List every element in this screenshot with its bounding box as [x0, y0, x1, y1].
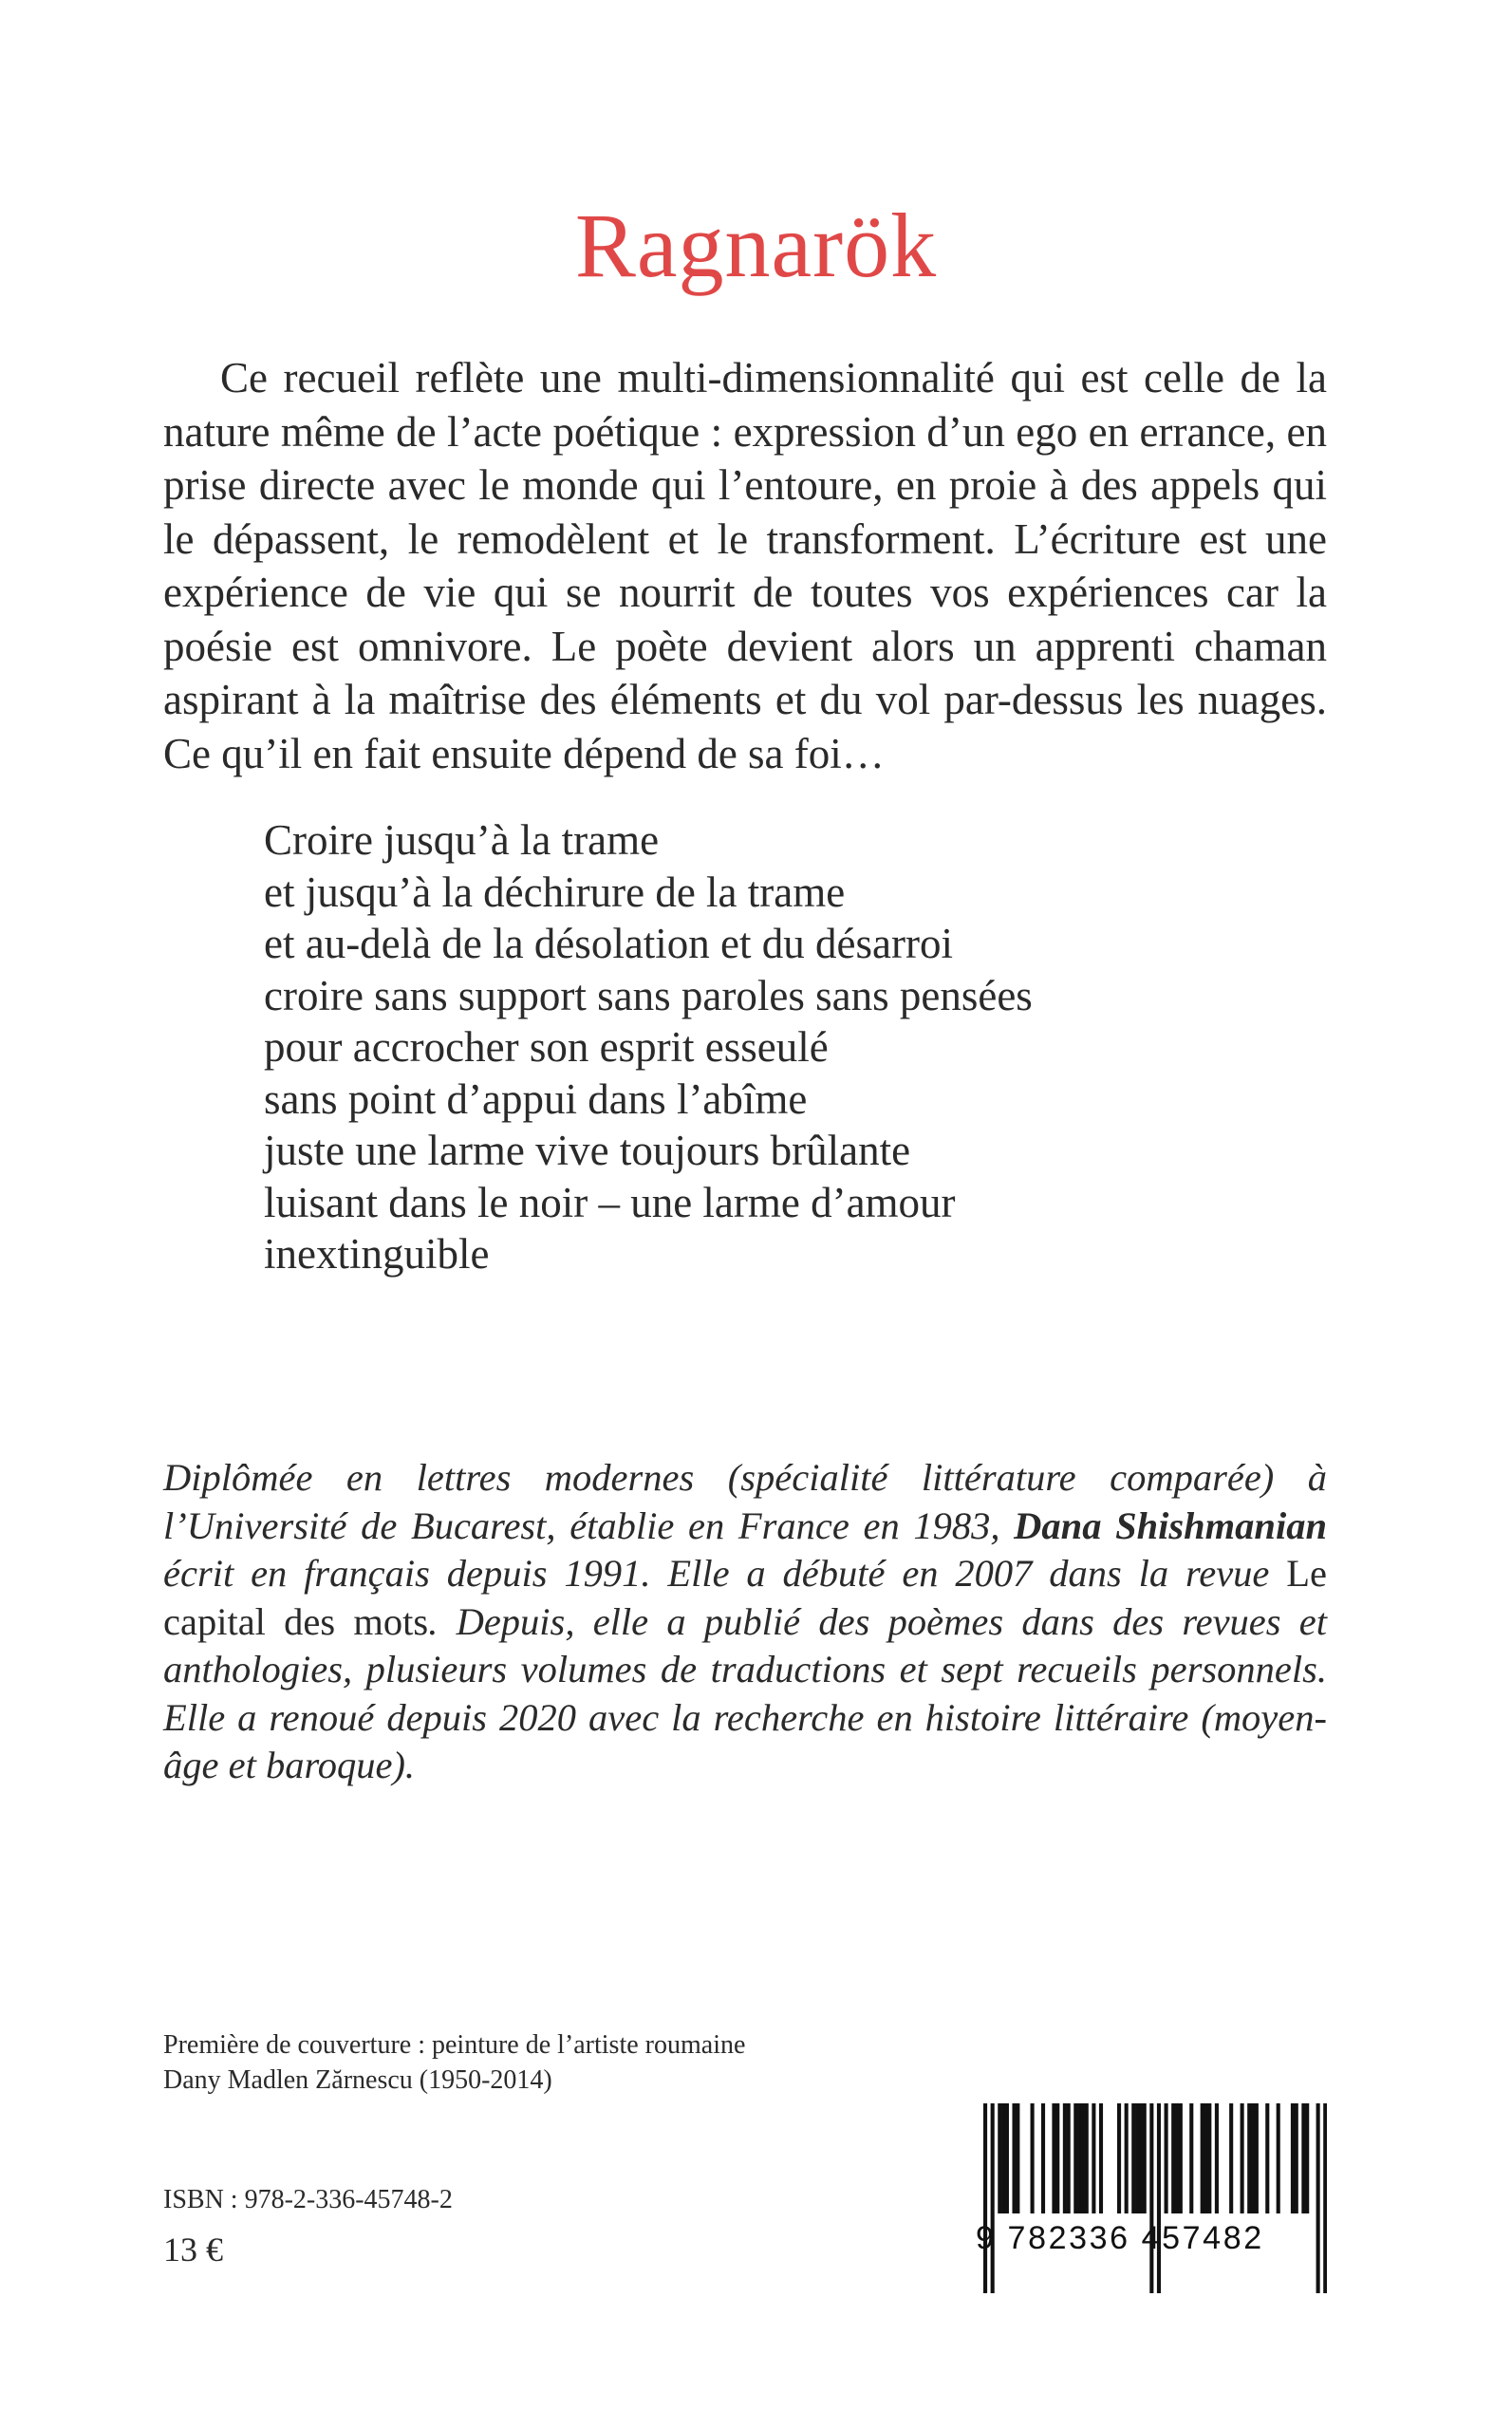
barcode-bar — [1204, 2103, 1207, 2213]
poem-line: pour accrocher son esprit esseulé — [264, 1023, 829, 1071]
poem-line: sans point d’appui dans l’abîme — [264, 1074, 808, 1123]
price: 13 € — [163, 2231, 223, 2269]
barcode-bar — [1012, 2103, 1016, 2213]
poem-line: et au-delà de la désolation et du désarroi — [264, 920, 953, 967]
barcode-bar — [1063, 2103, 1067, 2213]
barcode-bar — [1135, 2103, 1139, 2213]
barcode-bar — [1077, 2103, 1081, 2213]
barcode-bar — [1207, 2103, 1211, 2213]
barcode-bar — [1291, 2103, 1295, 2213]
barcode-bar — [1016, 2103, 1019, 2213]
author-bio — [163, 1454, 1327, 1790]
barcode-bar — [1251, 2103, 1255, 2213]
intro-paragraph: Ce recueil reflète une multi-dimensionnalité qui est celle de la nature même de l’acte poétique : expression d’un ego en errance, en prise directe avec le monde qui l’entoure, en proie à des appels qui le dépassent, le remodèlent et le transforment. L’écriture est une expérience de vie qui se nourrit de toutes vos expériences car la poésie est omnivore. Le poète devient alors un apprenti chaman aspirant à la maîtrise des éléments et du vol par-dessus les nuages. Ce qu’il en fait ensuite dépend de sa foi… — [163, 354, 1327, 777]
barcode-bar — [1175, 2103, 1179, 2213]
barcode-bar — [1131, 2103, 1135, 2213]
barcode-bar — [1001, 2103, 1005, 2213]
barcode-bar — [1092, 2103, 1095, 2213]
barcode-bar — [1125, 2103, 1129, 2213]
poem-line: croire sans support sans paroles sans pensées — [264, 971, 1033, 1019]
barcode-bar — [1295, 2103, 1298, 2213]
poem-excerpt — [264, 814, 1033, 1280]
barcode-bar — [1277, 2103, 1280, 2213]
barcode-bar — [1081, 2103, 1085, 2213]
bio-text: Université de Bucarest, établie en France en 1983, — [186, 1503, 1015, 1547]
barcode-bar — [1241, 2103, 1244, 2213]
barcode — [983, 2103, 1327, 2293]
cover-credit — [163, 2027, 745, 2098]
barcode-bar — [1189, 2103, 1193, 2213]
barcode-bar — [1055, 2103, 1059, 2213]
barcode-bar — [1099, 2103, 1103, 2213]
barcode-bar — [983, 2103, 987, 2293]
barcode-bar — [1265, 2103, 1269, 2213]
barcode-bar — [1067, 2103, 1071, 2213]
barcode-bar — [1323, 2103, 1327, 2293]
poem-line: juste une larme vive toujours brûlante — [264, 1127, 911, 1174]
author-name: Dana Shishmanian — [1014, 1503, 1327, 1547]
poem-line: luisant dans le noir – une larme d’amour — [264, 1178, 956, 1226]
barcode-bar — [998, 2103, 1001, 2213]
cover-credit-line: Dany Madlen Zărnescu (1950-2014) — [163, 2065, 552, 2095]
barcode-bar — [1165, 2103, 1168, 2213]
barcode-bar — [1117, 2103, 1121, 2213]
barcode-bar — [1052, 2103, 1055, 2213]
barcode-bar — [1305, 2103, 1309, 2213]
bio-text: écrit en français depuis 1991. Elle a débuté en 2007 dans la revue — [163, 1552, 1287, 1595]
barcode-bar — [1085, 2103, 1089, 2213]
bio-text: Diplômée en lettres modernes (spécialité littérature comparée) à l’ — [163, 1456, 1327, 1547]
barcode-digits: 9 782336 457482 — [976, 2220, 1264, 2256]
bio-text: . Depuis, elle a publié des poèmes dans des revues et anthologies, plusieurs volumes de traductions et sept recueils personnels. Elle a renoué depuis 2020 avec la recherche en histoire littéraire (moyen-âge et baroque). — [163, 1599, 1328, 1786]
barcode-bar — [1005, 2103, 1009, 2213]
barcode-bar — [1157, 2103, 1161, 2293]
barcode-bar — [1143, 2103, 1147, 2213]
barcode-bar — [1179, 2103, 1183, 2213]
poem-line: Croire jusqu’à la trame — [264, 816, 660, 864]
isbn: ISBN : 978-2-336-45748-2 — [163, 2185, 453, 2214]
barcode-bar — [1041, 2103, 1045, 2213]
journal-name: Le capital des mots — [163, 1552, 1327, 1643]
poem-line: inextinguible — [264, 1230, 490, 1278]
barcode-bar — [1301, 2103, 1305, 2213]
barcode-bar — [1316, 2103, 1320, 2293]
barcode-bar — [1031, 2103, 1035, 2213]
barcode-bar — [1201, 2103, 1204, 2213]
barcode-bar — [1247, 2103, 1251, 2213]
barcode-bar — [1139, 2103, 1143, 2213]
barcode-bar — [1255, 2103, 1259, 2213]
book-title: Ragnarök — [574, 195, 938, 297]
barcode-bar — [1229, 2103, 1233, 2213]
barcode-bar — [1073, 2103, 1077, 2213]
barcode-bar — [1149, 2103, 1153, 2293]
barcode-bar — [1171, 2103, 1175, 2213]
cover-credit-line: Première de couverture : peinture de l’artiste roumaine — [163, 2030, 746, 2060]
barcode-bar — [991, 2103, 995, 2293]
poem-line: et jusqu’à la déchirure de la trame — [264, 868, 846, 916]
barcode-bar — [1215, 2103, 1219, 2213]
